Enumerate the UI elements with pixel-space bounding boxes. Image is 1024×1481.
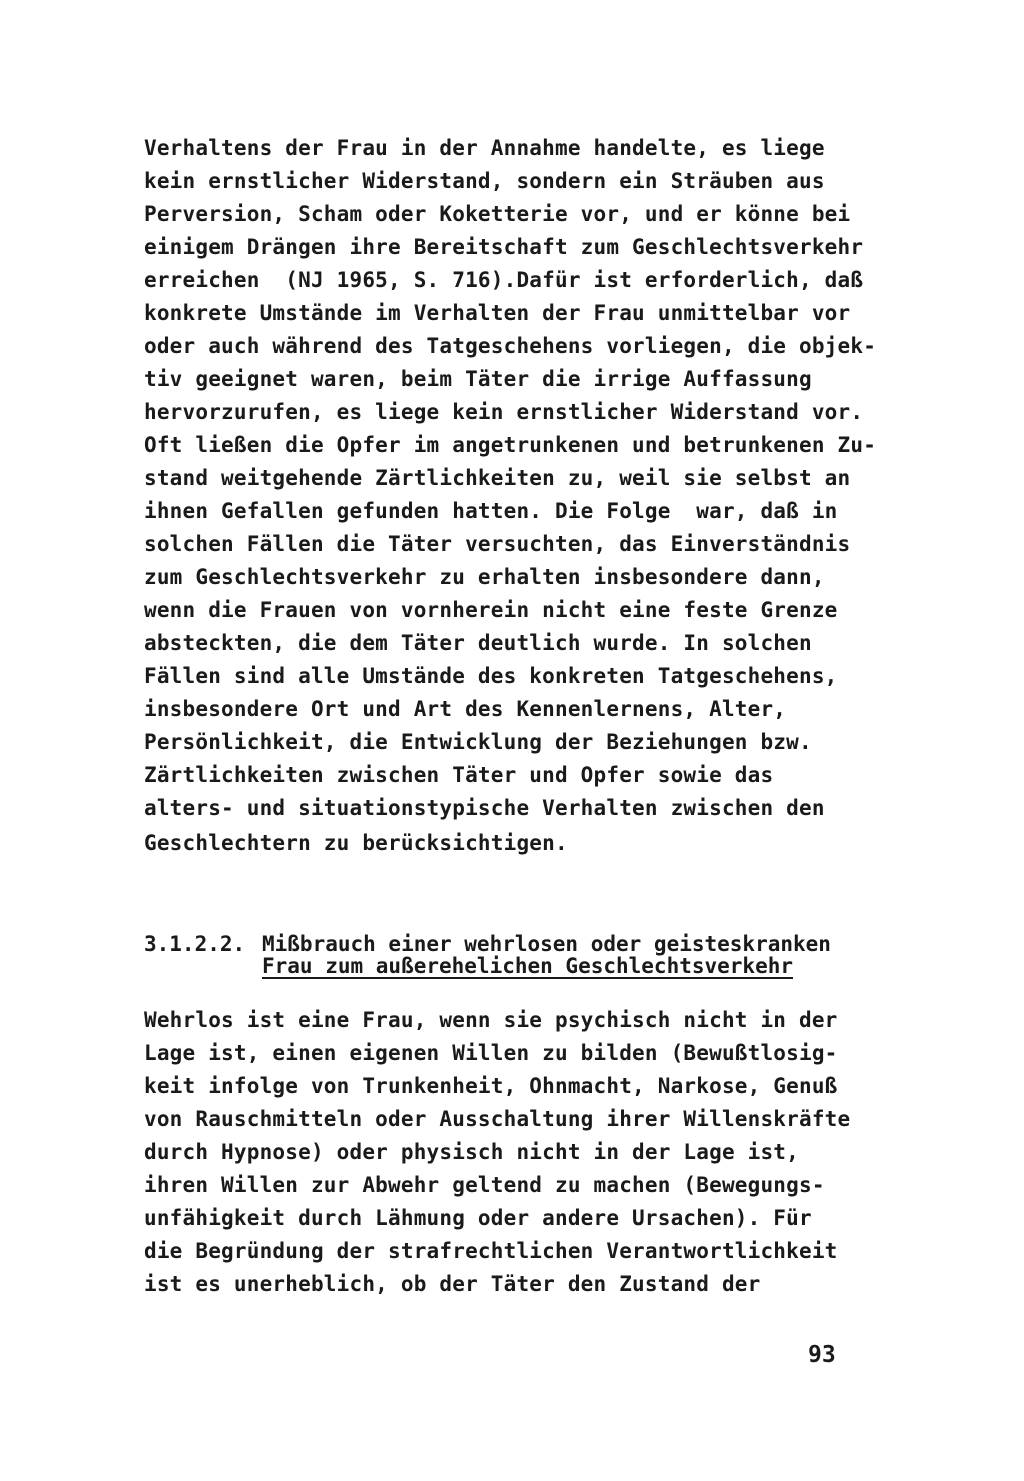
text-line: tiv geeignet waren, beim Täter die irrige Auffassung — [144, 367, 812, 391]
text-line: die Begründung der strafrechtlichen Verantwortlichkeit — [144, 1239, 838, 1263]
text-line: Persönlichkeit, die Entwicklung der Beziehungen bzw. — [144, 730, 812, 754]
text-line: erreichen (NJ 1965, S. 716).Dafür ist erforderlich, daß — [144, 268, 864, 292]
text-line: durch Hypnose) oder physisch nicht in der Lage ist, — [144, 1140, 799, 1164]
text-line: von Rauschmitteln oder Ausschaltung ihrer Willenskräfte — [144, 1107, 851, 1131]
text-line: alters- und situationstypische Verhalten zwischen den — [144, 796, 825, 820]
text-line: Oft ließen die Opfer im angetrunkenen und betrunkenen Zu- — [144, 433, 877, 457]
section-title-line-1: Mißbrauch einer wehrlosen oder geisteskranken — [262, 932, 831, 956]
text-line: konkrete Umstände im Verhalten der Frau unmittelbar vor — [144, 301, 851, 325]
text-line: kein ernstlicher Widerstand, sondern ein Sträuben aus — [144, 169, 825, 193]
text-line: oder auch während des Tatgeschehens vorliegen, die objek- — [144, 334, 877, 358]
text-line: Lage ist, einen eigenen Willen zu bilden (Bewußtlosig- — [144, 1041, 838, 1065]
text-line: wenn die Frauen von vornherein nicht eine feste Grenze — [144, 598, 838, 622]
text-line: Zärtlichkeiten zwischen Täter und Opfer sowie das — [144, 763, 774, 787]
text-line: Wehrlos ist eine Frau, wenn sie psychisch nicht in der — [144, 1008, 838, 1032]
text-line: keit infolge von Trunkenheit, Ohnmacht, Narkose, Genuß — [144, 1074, 838, 1098]
text-line: insbesondere Ort und Art des Kennenlernens, Alter, — [144, 697, 787, 721]
page-number: 93 — [808, 1342, 836, 1368]
text-line: einigem Drängen ihre Bereitschaft zum Geschlechtsverkehr — [144, 235, 864, 259]
text-line: ist es unerheblich, ob der Täter den Zustand der — [144, 1272, 761, 1296]
text-line: ihnen Gefallen gefunden hatten. Die Folge war, daß in — [144, 499, 838, 523]
text-line: unfähigkeit durch Lähmung oder andere Ursachen). Für — [144, 1206, 812, 1230]
text-line: hervorzurufen, es liege kein ernstlicher Widerstand vor. — [144, 400, 864, 424]
text-line: Geschlechtern zu berücksichtigen. — [144, 831, 568, 855]
text-line: Verhaltens der Frau in der Annahme handelte, es liege — [144, 136, 825, 160]
text-line: stand weitgehende Zärtlichkeiten zu, weil sie selbst an — [144, 466, 851, 490]
section-title-line-2: Frau zum außerehelichen Geschlechtsverkehr — [262, 954, 794, 978]
text-line: Fällen sind alle Umstände des konkreten Tatgeschehens, — [144, 664, 838, 688]
text-line: Perversion, Scham oder Koketterie vor, und er könne bei — [144, 202, 851, 226]
section-number: 3.1.2.2. — [144, 932, 246, 956]
text-line: solchen Fällen die Täter versuchten, das Einverständnis — [144, 532, 851, 556]
text-line: zum Geschlechtsverkehr zu erhalten insbesondere dann, — [144, 565, 825, 589]
text-line: absteckten, die dem Täter deutlich wurde. In solchen — [144, 631, 812, 655]
text-line: ihren Willen zur Abwehr geltend zu machen (Bewegungs- — [144, 1173, 825, 1197]
